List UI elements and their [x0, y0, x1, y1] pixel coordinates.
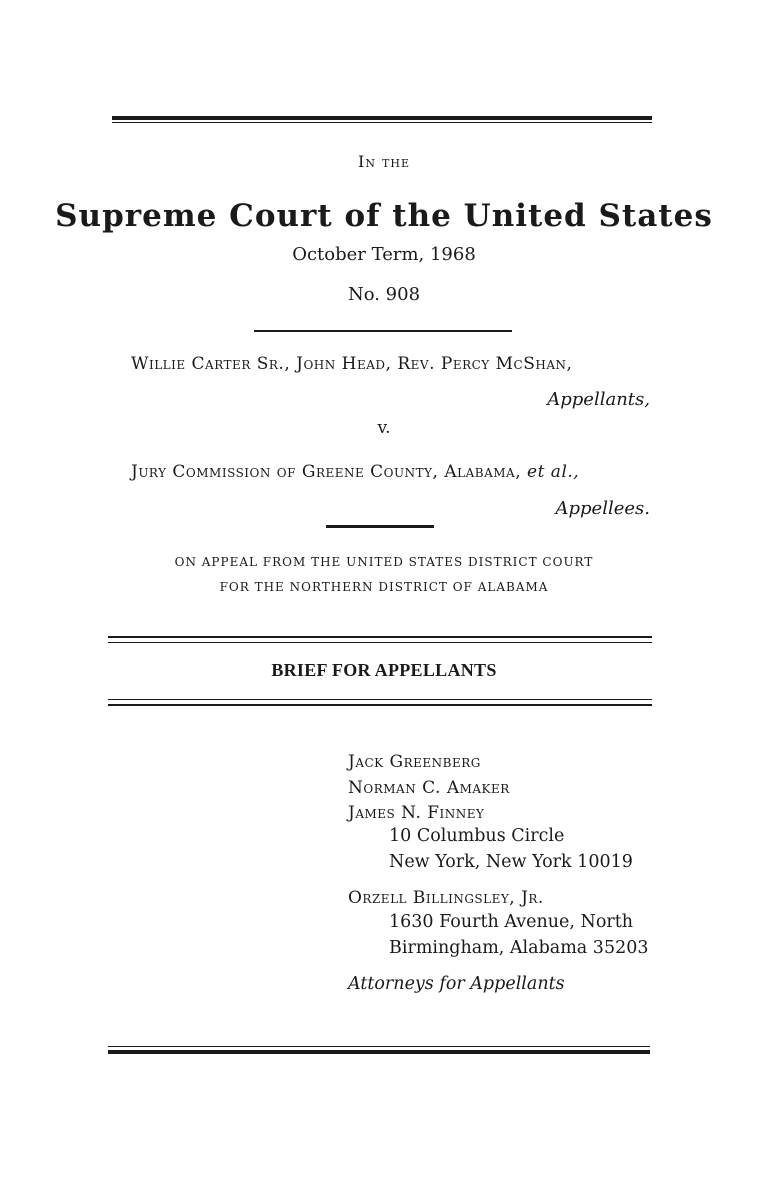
title-rule-bottom-1 [108, 699, 652, 700]
counsel-name: Orzell Billingsley, Jr. [348, 888, 544, 908]
counsel-address-line: Birmingham, Alabama 35203 [389, 938, 649, 958]
versus-label: v. [377, 418, 391, 438]
counsel-address-line: 10 Columbus Circle [389, 826, 565, 846]
appellees-et-al: et al., [527, 462, 580, 482]
appellants-names: Willie Carter Sr., John Head, Rev. Percy McShan, [131, 354, 573, 374]
court-name-title: Supreme Court of the United States [55, 198, 713, 234]
docket-number: No. 908 [347, 284, 421, 305]
bottom-rule [108, 1050, 650, 1054]
appellees-label: Appellees. [555, 498, 650, 519]
appellees-names-main: Jury Commission of Greene County, Alabama, [131, 462, 522, 482]
title-rule-top-1 [108, 636, 652, 638]
divider-mid [326, 525, 434, 528]
attorneys-role: Attorneys for Appellants [348, 974, 565, 994]
title-rule-bottom-2 [108, 704, 652, 706]
counsel-name: Jack Greenberg [348, 752, 481, 772]
bottom-rule-thin [108, 1046, 650, 1047]
brief-title: BRIEF FOR APPELLANTS [271, 660, 497, 680]
top-rule-thin [112, 122, 652, 123]
counsel-address-line: New York, New York 10019 [389, 852, 633, 872]
in-the-label: In the [358, 152, 410, 171]
counsel-name: James N. Finney [348, 803, 485, 823]
counsel-name: Norman C. Amaker [348, 778, 510, 798]
top-rule [112, 116, 652, 120]
appellants-label: Appellants, [547, 389, 650, 410]
appellees-names [131, 462, 671, 482]
term-line: October Term, 1968 [292, 244, 476, 265]
counsel-address-line: 1630 Fourth Avenue, North [389, 912, 634, 932]
title-rule-top-2 [108, 642, 652, 643]
appeal-line-1: ON APPEAL FROM THE UNITED STATES DISTRICT COURT [174, 555, 594, 569]
appeal-line-2: FOR THE NORTHERN DISTRICT OF ALABAMA [219, 580, 549, 594]
divider-short [254, 330, 512, 332]
